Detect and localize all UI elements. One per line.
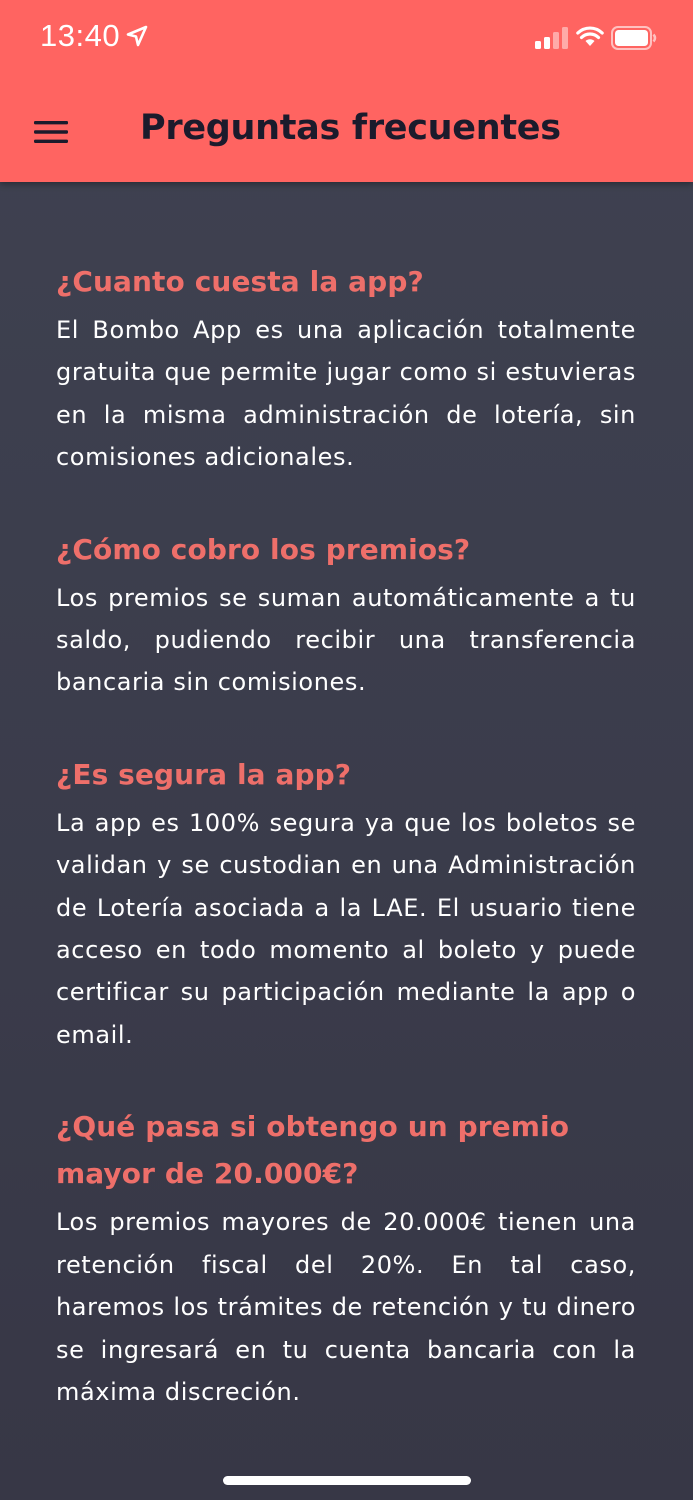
cellular-signal-icon (535, 27, 569, 49)
location-arrow-icon (126, 25, 148, 47)
hamburger-menu-icon (33, 118, 69, 146)
faq-question: ¿Cómo cobro los premios? (56, 532, 471, 566)
status-time: 13:40 (40, 18, 121, 53)
page-title: Preguntas frecuentes (140, 108, 561, 148)
faq-item (56, 526, 636, 704)
faq-item (56, 1103, 636, 1413)
faq-item (56, 258, 636, 479)
status-bar (0, 0, 693, 75)
home-indicator[interactable] (223, 1476, 471, 1485)
faq-list (56, 258, 636, 1460)
faq-answer: El Bombo App es una aplicación totalmente gratuita que permite jugar como si estuvieras en la misma administración de lotería, sin comisiones adicionales. (56, 316, 636, 472)
faq-answer: La app es 100% segura ya que los boletos se validan y se custodian en una Administración de Lotería asociada a la LAE. El usuario tiene acceso en todo momento al boleto y puede certificar su participación mediante la app o email. (56, 808, 636, 1049)
faq-answer: Los premios se suman automáticamente a tu saldo, pudiendo recibir una transferencia bancaria sin comisiones. (56, 583, 636, 697)
faq-item (56, 751, 636, 1056)
faq-question: ¿Es segura la app? (56, 757, 352, 791)
faq-answer: Los premios mayores de 20.000€ tienen una retención fiscal del 20%. En tal caso, haremos los trámites de retención y tu dinero se ingresará en tu cuenta bancaria con la máxima discreción. (56, 1208, 636, 1406)
app-header (0, 0, 693, 182)
wifi-icon (576, 25, 604, 47)
battery-icon (611, 26, 657, 50)
faq-question: ¿Cuanto cuesta la app? (56, 265, 424, 298)
menu-button[interactable] (28, 112, 74, 152)
faq-question: ¿Qué pasa si obtengo un premio mayor de 20.000€? (56, 1110, 570, 1191)
